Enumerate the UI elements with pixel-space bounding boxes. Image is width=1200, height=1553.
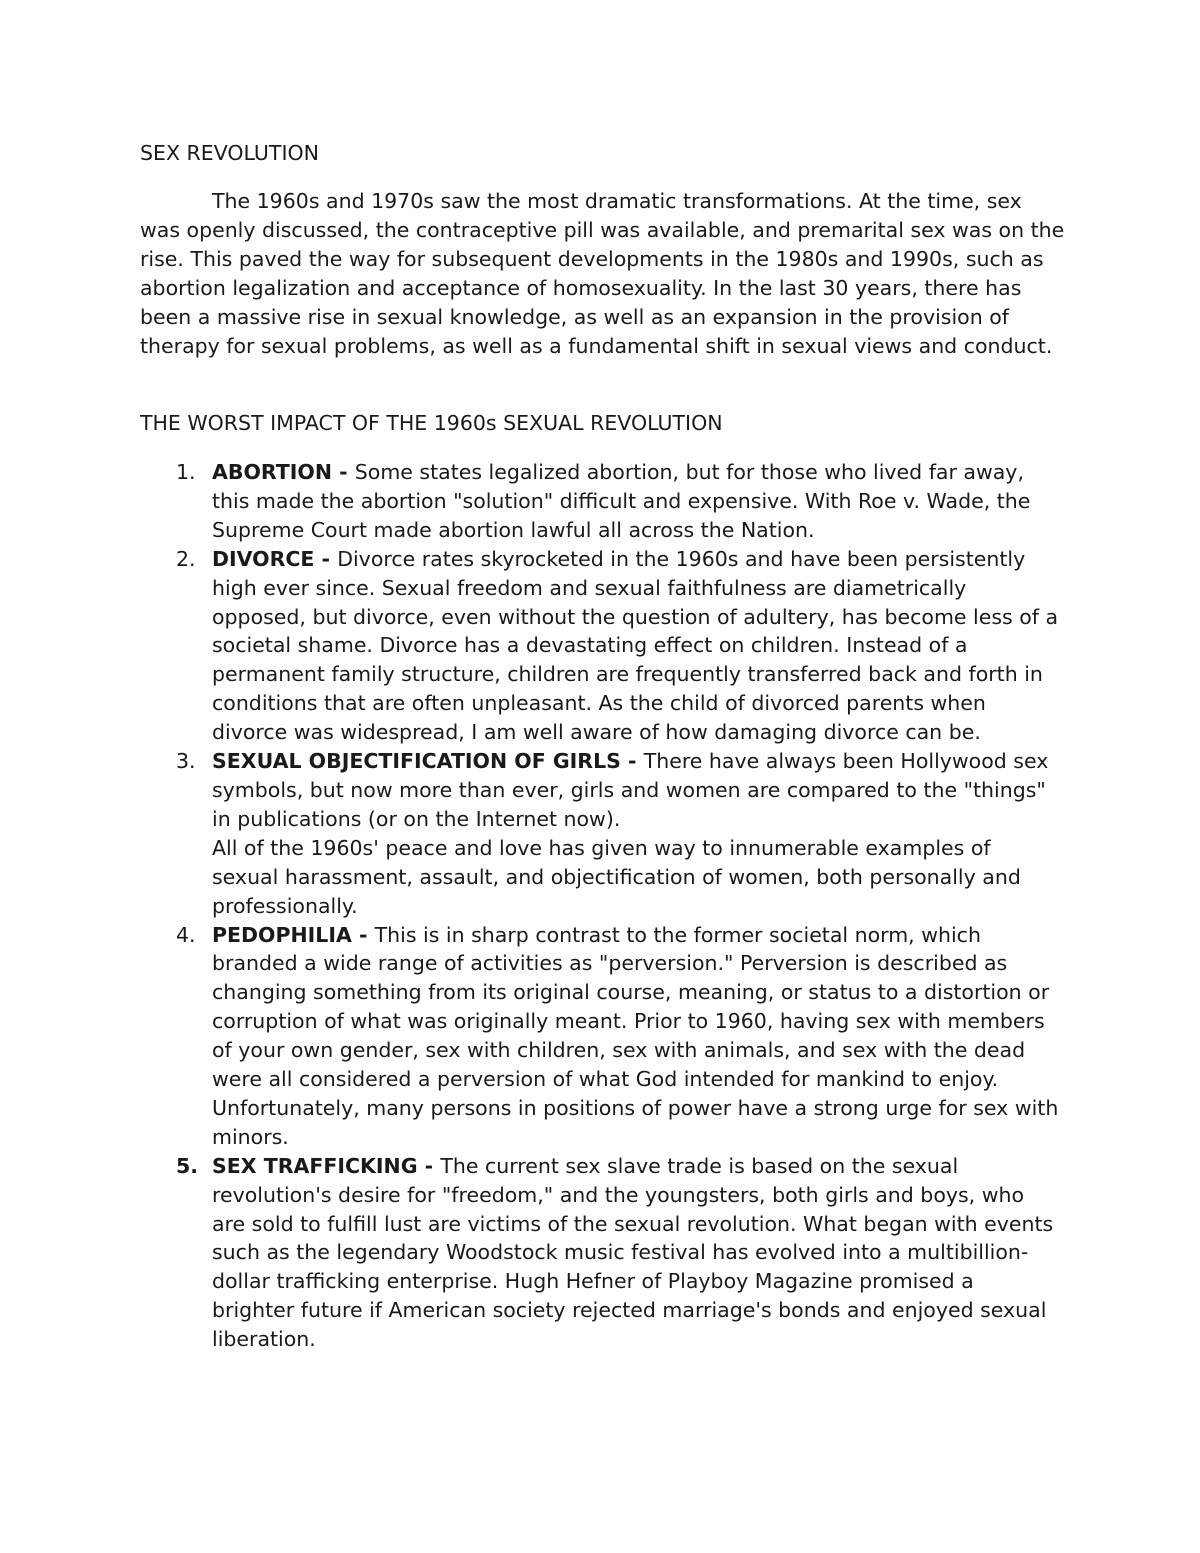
list-number: 1. [176,460,196,484]
impact-list [176,458,1062,1354]
list-item-pedophilia [176,921,1062,1152]
item-term: PEDOPHILIA - [212,922,375,947]
list-number: 2. [176,546,196,571]
item-text: This is in sharp contrast to the former societal norm, which branded a wide range of activities as "perversion." Perversion is described as changing something from its original course, meaning, or status to a distortion or corruption of what was originally meant. Prior to 1960, having sex with members of your own gender, sex with children, sex with animals, and sex with the dead were all considered a perversion of what God intended for mankind to enjoy. Unfortunately, many persons in positions of power have a strong urge for sex with minors. [212,922,1059,1149]
item-text-continued: All of the 1960s' peace and love has given way to innumerable examples of sexual harassment, assault, and objectification of women, both personally and professionally. [212,835,1021,918]
item-term: DIVORCE - [212,546,338,571]
item-text: Divorce rates skyrocketed in the 1960s and have been persistently high ever since. Sexual freedom and sexual faithfulness are diametrically opposed, but divorce, even without the question of adultery, has become less of a societal shame. Divorce has a devastating effect on children. Instead of a permanent family structure, children are frequently transferred back and forth in conditions that are often unpleasant. As the child of divorced parents when divorce was widespread, I am well aware of how damaging divorce can be. [212,546,1059,745]
item-text: There have always been Hollywood sex symbols, but now more than ever, girls and women are compared to the "things" in publications (or on the Internet now). [212,749,1049,831]
list-number: 3. [176,749,196,774]
list-item-abortion [176,458,1062,545]
document-title: SEX REVOLUTION [140,141,319,165]
list-number: 5. [176,1153,199,1178]
item-term: SEX TRAFFICKING - [212,1153,441,1178]
section-heading: THE WORST IMPACT OF THE 1960s SEXUAL REVOLUTION [140,411,723,435]
item-text: The current sex slave trade is based on the sexual revolution's desire for "freedom," and the youngsters, both girls and boys, who are sold to fulfill lust are victims of the sexual revolution. What began with events such as the legendary Woodstock music festival has evolved into a multibillion-dollar trafficking enterprise. Hugh Hefner of Playboy Magazine promised a brighter future if American society rejected marriage's bonds and enjoyed sexual liberation. [212,1153,1054,1352]
item-term: SEXUAL OBJECTIFICATION OF GIRLS - [212,749,644,774]
intro-paragraph: The 1960s and 1970s saw the most dramatic transformations. At the time, sex was openly discussed, the contraceptive pill was available, and premarital sex was on the rise. This paved the way for subsequent developments in the 1980s and 1990s, such as abortion legalization and acceptance of homosexuality. In the last 30 years, there has been a massive rise in sexual knowledge, as well as an expansion in the provision of therapy for sexual problems, as well as a fundamental shift in sexual views and conduct. [140,189,1065,358]
list-item-sex-trafficking [176,1152,1062,1354]
list-item-divorce [176,545,1062,747]
item-term: ABORTION - [212,460,355,484]
list-item-objectification [176,747,1062,920]
list-number: 4. [176,922,196,947]
item-text: Some states legalized abortion, but for those who lived far away, this made the abortion "solution" difficult and expensive. With Roe v. Wade, the Supreme Court made abortion lawful all across the Nation. [212,460,1031,542]
